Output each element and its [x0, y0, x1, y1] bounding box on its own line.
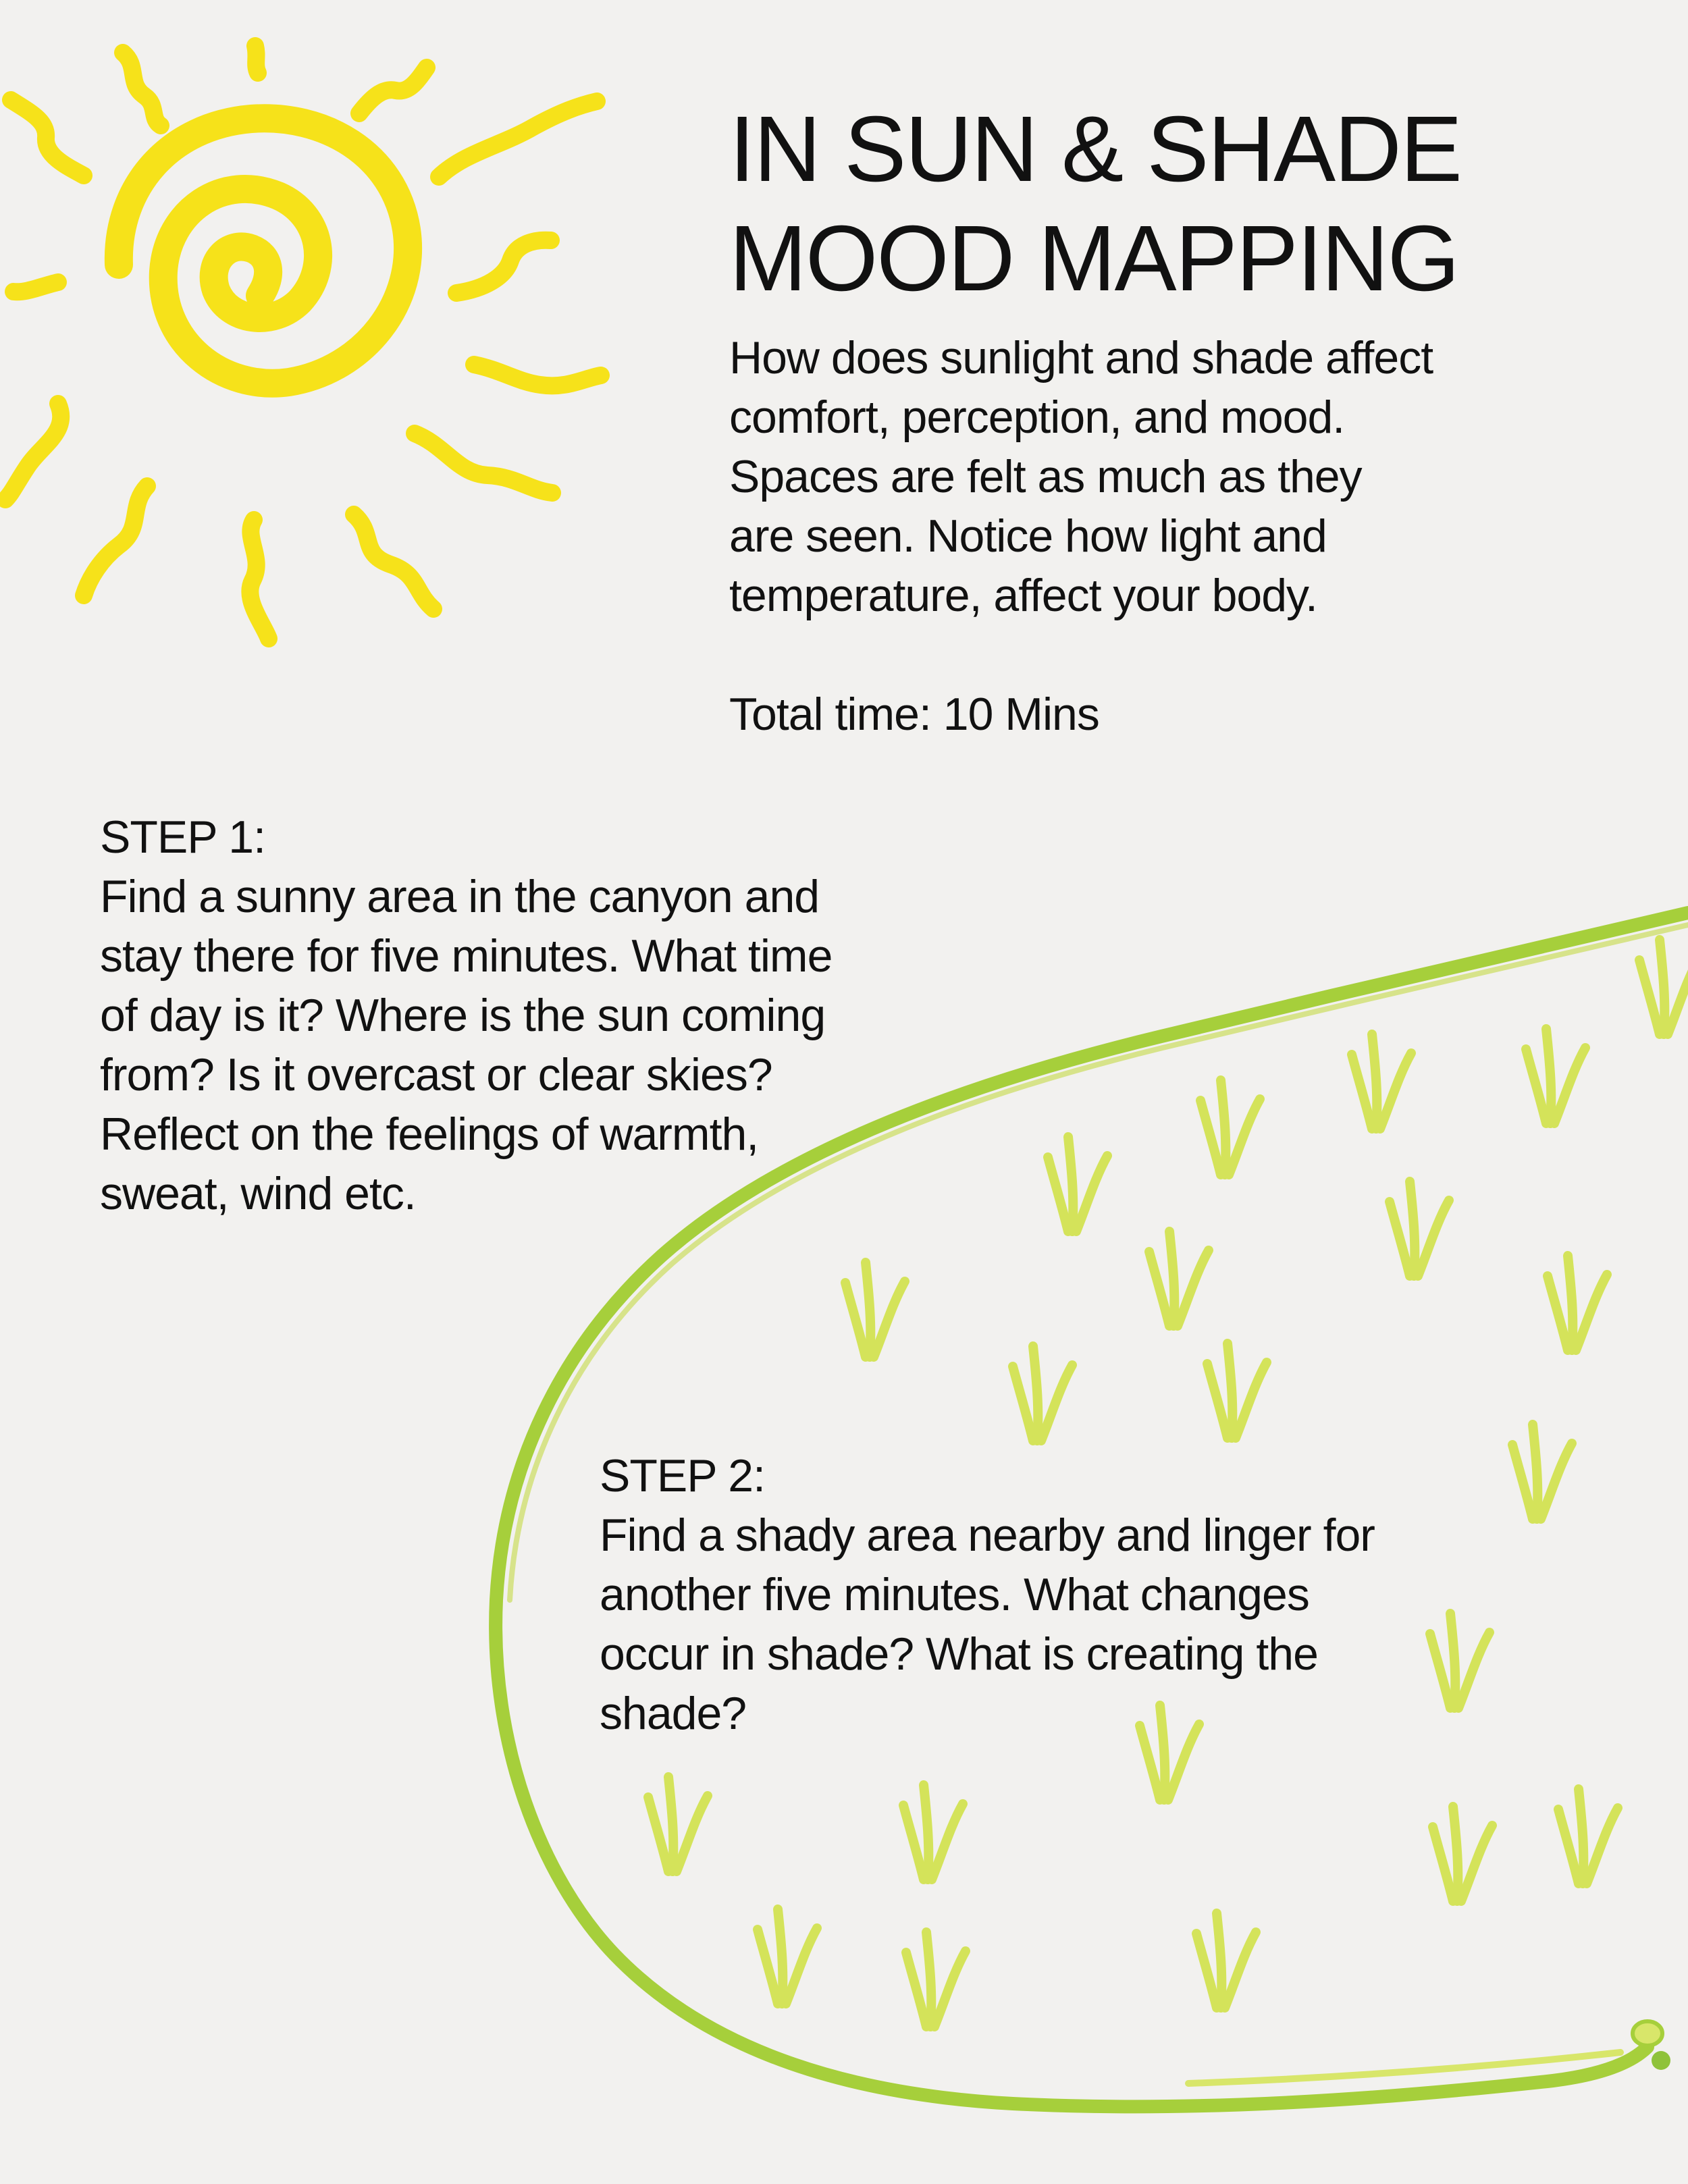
intro-line: How does sunlight and shade affect	[729, 332, 1433, 383]
sun-spiral	[119, 118, 408, 383]
step-1-line: of day is it? Where is the sun coming	[100, 990, 826, 1041]
step-2-line: occur in shade? What is creating the	[600, 1628, 1318, 1680]
step-1-line: Find a sunny area in the canyon and	[100, 871, 820, 922]
step-1-line: from? Is it overcast or clear skies?	[100, 1049, 772, 1100]
step-2-heading: STEP 2:	[600, 1450, 765, 1501]
intro-line: are seen. Notice how light and	[729, 510, 1327, 562]
sun-icon	[5, 46, 601, 639]
intro-line: Spaces are felt as much as they	[729, 451, 1362, 502]
title-line-1: IN SUN & SHADE	[729, 97, 1461, 201]
intro-line: comfort, perception, and mood.	[729, 392, 1345, 443]
step-2-line: another five minutes. What changes	[600, 1569, 1309, 1620]
intro-paragraph	[729, 328, 1661, 625]
intro-line: temperature, affect your body.	[729, 570, 1317, 621]
page-title	[729, 95, 1661, 313]
step-1-line: stay there for five minutes. What time	[100, 930, 833, 982]
total-time: Total time: 10 Mins	[729, 689, 1099, 740]
step-2-line: Find a shady area nearby and linger for	[600, 1510, 1375, 1561]
step-1	[100, 807, 978, 1223]
step-2	[600, 1446, 1531, 1743]
title-line-2: MOOD MAPPING	[729, 207, 1459, 311]
step-1-line: Reflect on the feelings of warmth,	[100, 1109, 759, 1160]
step-1-heading: STEP 1:	[100, 811, 265, 863]
step-2-line: shade?	[600, 1688, 747, 1739]
step-1-line: sweat, wind etc.	[100, 1168, 416, 1219]
